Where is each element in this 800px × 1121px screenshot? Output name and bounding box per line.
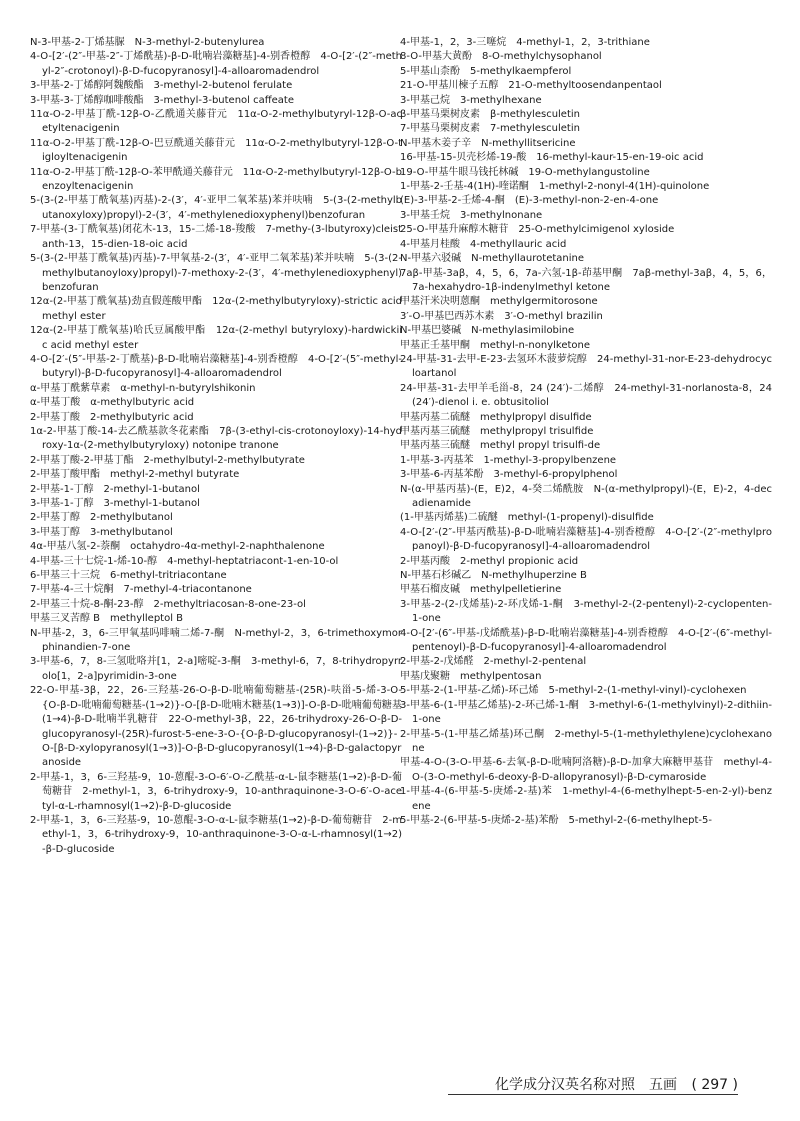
glossary-entry: 4-甲基月桂酸 4-methyllauric acid xyxy=(400,238,567,250)
glossary-entry: 12α-(2-甲基丁酰氧基)哈氏豆属酸甲酯 12α-(2-methyl butyryloxy)-hardwickiic acid methyl ester xyxy=(30,325,402,351)
glossary-entry: 4-O-[2′-(2″-甲基-2″-丁烯酰基)-β-D-吡喃岩藻糖基]-4-别香橙醇 4-O-[2′-(2″-methyl-2″-crotonoyl)-β-D-fucopyranosyl]-4-alloaromadendrol xyxy=(30,51,402,77)
glossary-entry: 2-甲基-5-(1-甲基乙烯基)环己酮 2-methyl-5-(1-methylethylene)cyclohexanone xyxy=(400,728,772,754)
glossary-entry: 7-甲基-(3-丁酰氧基)闭花木-13，15-二烯-18-羧酸 7-methy-(3-lbutyroxy)cleistanth-13，15-dien-18-oic acid xyxy=(30,224,402,250)
glossary-entry: 19-O-甲基牛眼马钱托林碱 19-O-methylangustoline xyxy=(400,166,650,178)
glossary-entry: 4-甲基-1，2，3-三噻烷 4-methyl-1，2，3-trithiane xyxy=(400,37,650,48)
glossary-entry: N-甲基木姜子辛 N-methyllitsericine xyxy=(400,137,576,149)
glossary-entry: N-甲基六驳碱 N-methyllaurotetanine xyxy=(400,253,585,265)
glossary-entry: N-3-甲基-2-丁烯基脲 N-3-methyl-2-butenylurea xyxy=(30,37,265,48)
glossary-entry: 3-甲基-6-丙基苯酚 3-methyl-6-propylphenol xyxy=(400,469,618,481)
glossary-entry: 甲基丙基三硫醚 methylpropyl trisulfide xyxy=(400,425,594,437)
glossary-entry: 21-O-甲基川楝子五醇 21-O-methyltoosendanpentaol xyxy=(400,80,662,92)
glossary-entry: 甲基丙基三硫醚 methyl propyl trisulfi-de xyxy=(400,440,601,452)
glossary-entry: 2-甲基丁酸-2-甲基丁酯 2-methylbutyl-2-methylbutyrate xyxy=(30,454,305,466)
glossary-entry: N-甲基-2，3，6-三甲氧基吗啡喃二烯-7-酮 N-methyl-2，3，6-trimethoxymorphinandien-7-one xyxy=(30,627,402,654)
glossary-entry: 3-甲基-2-丁烯醇阿魏酸酯 3-methyl-2-butenol ferulate xyxy=(30,80,293,92)
right-column xyxy=(400,36,772,828)
glossary-entry: 24-甲基-31-去甲羊毛甾-8，24 (24′)-二烯醇 24-methyl-31-norlanosta-8，24(24′)-dienol i. e. obtusitoliol xyxy=(400,382,772,409)
footer-rule xyxy=(448,1094,738,1095)
glossary-entry: 24-甲基-31-去甲-E-23-去氢环木菠萝烷醇 24-methyl-31-nor-E-23-dehydrocycloartanol xyxy=(400,353,772,380)
glossary-entry: 1-甲基-2-壬基-4(1H)-喹诺酮 1-methyl-2-nonyl-4(1H)-quinolone xyxy=(400,181,710,193)
glossary-entry: 16-甲基-15-贝壳杉烯-19-酸 16-methyl-kaur-15-en-19-oic acid xyxy=(400,152,704,164)
glossary-entry: 2-甲基-1，3，6-三羟基-9，10-蒽醌-3-O-α-L-鼠李糖基(1→2)-β-D-葡萄糖苷 2-methyl-1，3，6-trihydroxy-9，10-anthraquinone-3-O-α-L-rhamnosyl(1→2)-β-D-glucoside xyxy=(30,814,402,855)
glossary-entry: 1-甲基-3-丙基苯 1-methyl-3-propylbenzene xyxy=(400,454,617,466)
glossary-entry: 7-甲基-4-三十烷酮 7-methyl-4-triacontanone xyxy=(30,584,252,596)
glossary-entry: 1α-2-甲基丁酸-14-去乙酰基款冬花素酯 7β-(3-ethyl-cis-crotonoyloxy)-14-hydroxy-1α-(2-methylbutyryloxy) notonipe tranone xyxy=(30,425,402,452)
glossary-entry: 3-甲基壬烷 3-methylnonane xyxy=(400,209,543,221)
glossary-entry: 5-甲基-2-(1-甲基-乙烯)-环己烯 5-methyl-2-(1-methyl-vinyl)-cyclohexen xyxy=(400,685,747,697)
section-title: 化学成分汉英名称对照 五画 xyxy=(495,1077,677,1093)
glossary-entry: 3-甲基-1-丁醇 3-methyl-1-butanol xyxy=(30,498,200,509)
glossary-entry: 4α-甲基八氢-2-萘酮 octahydro-4α-methyl-2-naphthalenone xyxy=(30,541,325,553)
glossary-entry: 甲基石榴皮碱 methylpelletierine xyxy=(400,584,562,596)
glossary-entry: α-甲基丁酰紫草素 α-methyl-n-butyrylshikonin xyxy=(30,382,256,394)
glossary-entry: 11α-O-2-甲基丁酰-12β-O-巴豆酰通关藤苷元 11α-O-2-methylbutyryl-12β-O-tigloyltenacigenin xyxy=(30,137,402,164)
glossary-entry: 甲基丙基二硫醚 methylpropyl disulfide xyxy=(400,411,592,423)
glossary-entry: 2-甲基丁酸 2-methylbutyric acid xyxy=(30,411,194,423)
glossary-entry: 2-甲基丁醇 2-methylbutanol xyxy=(30,512,173,524)
glossary-entry: 5-(3-(2-甲基丁酰氧基)丙基)-7-甲氧基-2-(3′，4′-亚甲二氧苯基)苯并呋喃 5-(3-(2-methylbutanoyloxy)propyl)-7-methoxy-2-(3′，4′-methylenedioxyphenyl)benzofuran xyxy=(30,253,402,293)
glossary-entry: 2-甲基丙酸 2-methyl propionic acid xyxy=(400,555,579,567)
glossary-entry: 5-甲基-2-(6-甲基-5-庚烯-2-基)苯酚 5-methyl-2-(6-methylhept-5- xyxy=(400,814,712,826)
glossary-entry: N-甲基石杉碱乙 N-methylhuperzine B xyxy=(400,570,587,582)
glossary-entry: 11α-O-2-甲基丁酰-12β-O-乙酰通关藤苷元 11α-O-2-methylbutyryl-12β-O-acetyltenacigenin xyxy=(30,109,402,135)
glossary-entry: 2-甲基-2-戊烯醛 2-methyl-2-pentenal xyxy=(400,656,587,668)
glossary-entry: 3-甲基-2-(2-戊烯基)-2-环戊烯-1-酮 3-methyl-2-(2-pentenyl)-2-cyclopenten-1-one xyxy=(400,598,772,625)
glossary-entry: 3-甲基-6，7，8-三氢吡咯并[1，2-a]嘧啶-3-酮 3-methyl-6，7，8-trihydropyrrolo[1，2-a]pyrimidin-3-one xyxy=(30,656,402,682)
glossary-entry: 3-甲基丁醇 3-methylbutanol xyxy=(30,526,173,538)
glossary-entry: 4-O-[2′-(5″-甲基-2-丁酰基)-β-D-吡喃岩藻糖基]-4-别香橙醇 4-O-[2′-(5″-methyl-butyryl)-β-D-fucopyranosyl]-4-alloaromadendrol xyxy=(30,353,402,380)
glossary-entry: 5-甲基山柰酚 5-methylkaempferol xyxy=(400,65,572,77)
glossary-entry: 8-O-甲基大黄酚 8-O-methylchysophanol xyxy=(400,51,602,63)
glossary-entry: 12α-(2-甲基丁酰氧基)劲直假莲酸甲酯 12α-(2-methylbutyryloxy)-strictic acid methyl ester xyxy=(30,296,402,322)
glossary-entry: 甲基汗米决明蒽酮 methylgermitorosone xyxy=(400,296,598,308)
glossary-entry: 2-甲基三十烷-8-酮-23-醇 2-methyltriacosan-8-one-23-ol xyxy=(30,598,306,610)
glossary-entry: 甲基-4-O-(3-O-甲基-6-去氧-β-D-吡喃阿洛糖)-β-D-加拿大麻糖甲基苷 methyl-4-O-(3-O-methyl-6-deoxy-β-D-allopyranosyl)-β-D-cymaroside xyxy=(400,757,772,783)
glossary-entry: 3-甲基-6-(1-甲基乙烯基)-2-环己烯-1-酮 3-methyl-6-(1-methylvinyl)-2-dithiin-1-one xyxy=(400,699,772,726)
glossary-entry: 4-O-[2′-(2″-甲基丙酰基)-β-D-吡喃岩藻糖基]-4-别香橙醇 4-O-[2′-(2″-methylpropanoyl)-β-D-fucopyranosyl]-4-alloaromadendrol xyxy=(400,526,772,553)
glossary-entry: N-甲基巴婆碱 N-methylasimilobine xyxy=(400,325,575,337)
glossary-entry: 4-O-[2′-(6″-甲基-戊烯酰基)-β-D-吡喃岩藻糖基]-4-别香橙醇 4-O-[2′-(6″-methyl-pentenoyl)-β-D-fucopyranosyl]-4-alloaromadendrol xyxy=(400,627,772,654)
glossary-entry: 1-甲基-4-(6-甲基-5-庚烯-2-基)苯 1-methyl-4-(6-methylhept-5-en-2-yl)-benzene xyxy=(400,786,772,812)
glossary-entry: (E)-3-甲基-2-壬烯-4-酮 (E)-3-methyl-non-2-en-4-one xyxy=(400,195,659,207)
glossary-entry: 甲基戊聚糖 methylpentosan xyxy=(400,670,542,682)
glossary-entry: 3′-O-甲基巴西苏木素 3′-O-methyl brazilin xyxy=(400,310,603,322)
glossary-entry: (1-甲基丙烯基)二硫醚 methyl-(1-propenyl)-disulfide xyxy=(400,512,654,524)
glossary-entry: 2-甲基-1-丁醇 2-methyl-1-butanol xyxy=(30,483,200,495)
glossary-entry: 甲基正壬基甲酮 methyl-n-nonylketone xyxy=(400,339,591,351)
glossary-entry: 22-O-甲基-3β，22，26-三羟基-26-O-β-D-吡喃葡萄糖基-(25R)-呋甾-5-烯-3-O-{O-β-D-吡喃葡萄糖基-(1→2)}-O-[β-D-吡喃木糖基(1→3)]-O-β-D-吡喃葡萄糖基(1→4)-β-D-吡喃半乳糖苷 22-O-methyl-3β，22，26-trihydroxy-26-O-β-D-glucopyranosyl-(25R)-furost-5-ene-3-O-{O-β-D-glucopyranosyl-(1→2)}-O-[β-D-xylopyranosyl(1→3)]-O-β-D-glucopyranosyl(1→4)-β-D-galactopyranoside xyxy=(30,685,402,769)
glossary-entry: N-(α-甲基丙基)-(E，E)2，4-癸二烯酰胺 N-(α-methylpropyl)-(E，E)-2，4-decadienamide xyxy=(400,483,772,509)
glossary-entry: 7-甲基马栗树皮素 7-methylesculetin xyxy=(400,123,580,135)
glossary-entry: 3-甲基己烷 3-methylhexane xyxy=(400,94,542,106)
glossary-entry: 25-O-甲基升麻醇木糖苷 25-O-methylcimigenol xyloside xyxy=(400,224,675,236)
glossary-entry: 11α-O-2-甲基丁酰-12β-O-苯甲酰通关藤苷元 11α-O-2-methylbutyryl-12β-O-benzoyltenacigenin xyxy=(30,166,402,193)
glossary-entry: 4-甲基-三十七烷-1-烯-10-醇 4-methyl-heptatriacont-1-en-10-ol xyxy=(30,555,339,567)
page-footer xyxy=(495,1074,738,1094)
glossary-entry: 甲基三叉苦醇 B methylleptol B xyxy=(30,613,184,625)
glossary-entry: 2-甲基-1，3，6-三羟基-9，10-蒽醌-3-O-6′-O-乙酰基-α-L-鼠李糖基(1→2)-β-D-葡萄糖苷 2-methyl-1，3，6-trihydroxy-9，10-anthraquinone-3-O-6′-O-acetyl-α-L-rhamnosyl(1→2)-β-D-glucoside xyxy=(30,771,402,812)
glossary-entry: 2-甲基丁酸甲酯 methyl-2-methyl butyrate xyxy=(30,469,240,481)
page-number: ( 297 ) xyxy=(691,1077,738,1093)
glossary-entry: 3-甲基-3-丁烯醇咖啡酸酯 3-methyl-3-butenol caffeate xyxy=(30,94,294,106)
glossary-entry: 7aβ-甲基-3aβ，4，5，6，7a-六氢-1β-茚基甲酮 7aβ-methyl-3aβ，4，5，6，7a-hexahydro-1β-indenylmethyl ketone xyxy=(400,267,772,293)
glossary-entry: α-甲基丁酸 α-methylbutyric acid xyxy=(30,397,195,409)
glossary-entry: 5-(3-(2-甲基丁酰氧基)丙基)-2-(3′，4′-亚甲二氧苯基)苯并呋喃 5-(3-(2-methylbutanoxyloxy)propyl)-2-(3′，4′-methylenedioxyphenyl)benzofuran xyxy=(30,195,402,221)
glossary-entry: 6-甲基三十三烷 6-methyl-tritriacontane xyxy=(30,570,227,582)
left-column xyxy=(30,36,402,857)
glossary-entry: β-甲基马栗树皮素 β-methylesculetin xyxy=(400,109,580,121)
